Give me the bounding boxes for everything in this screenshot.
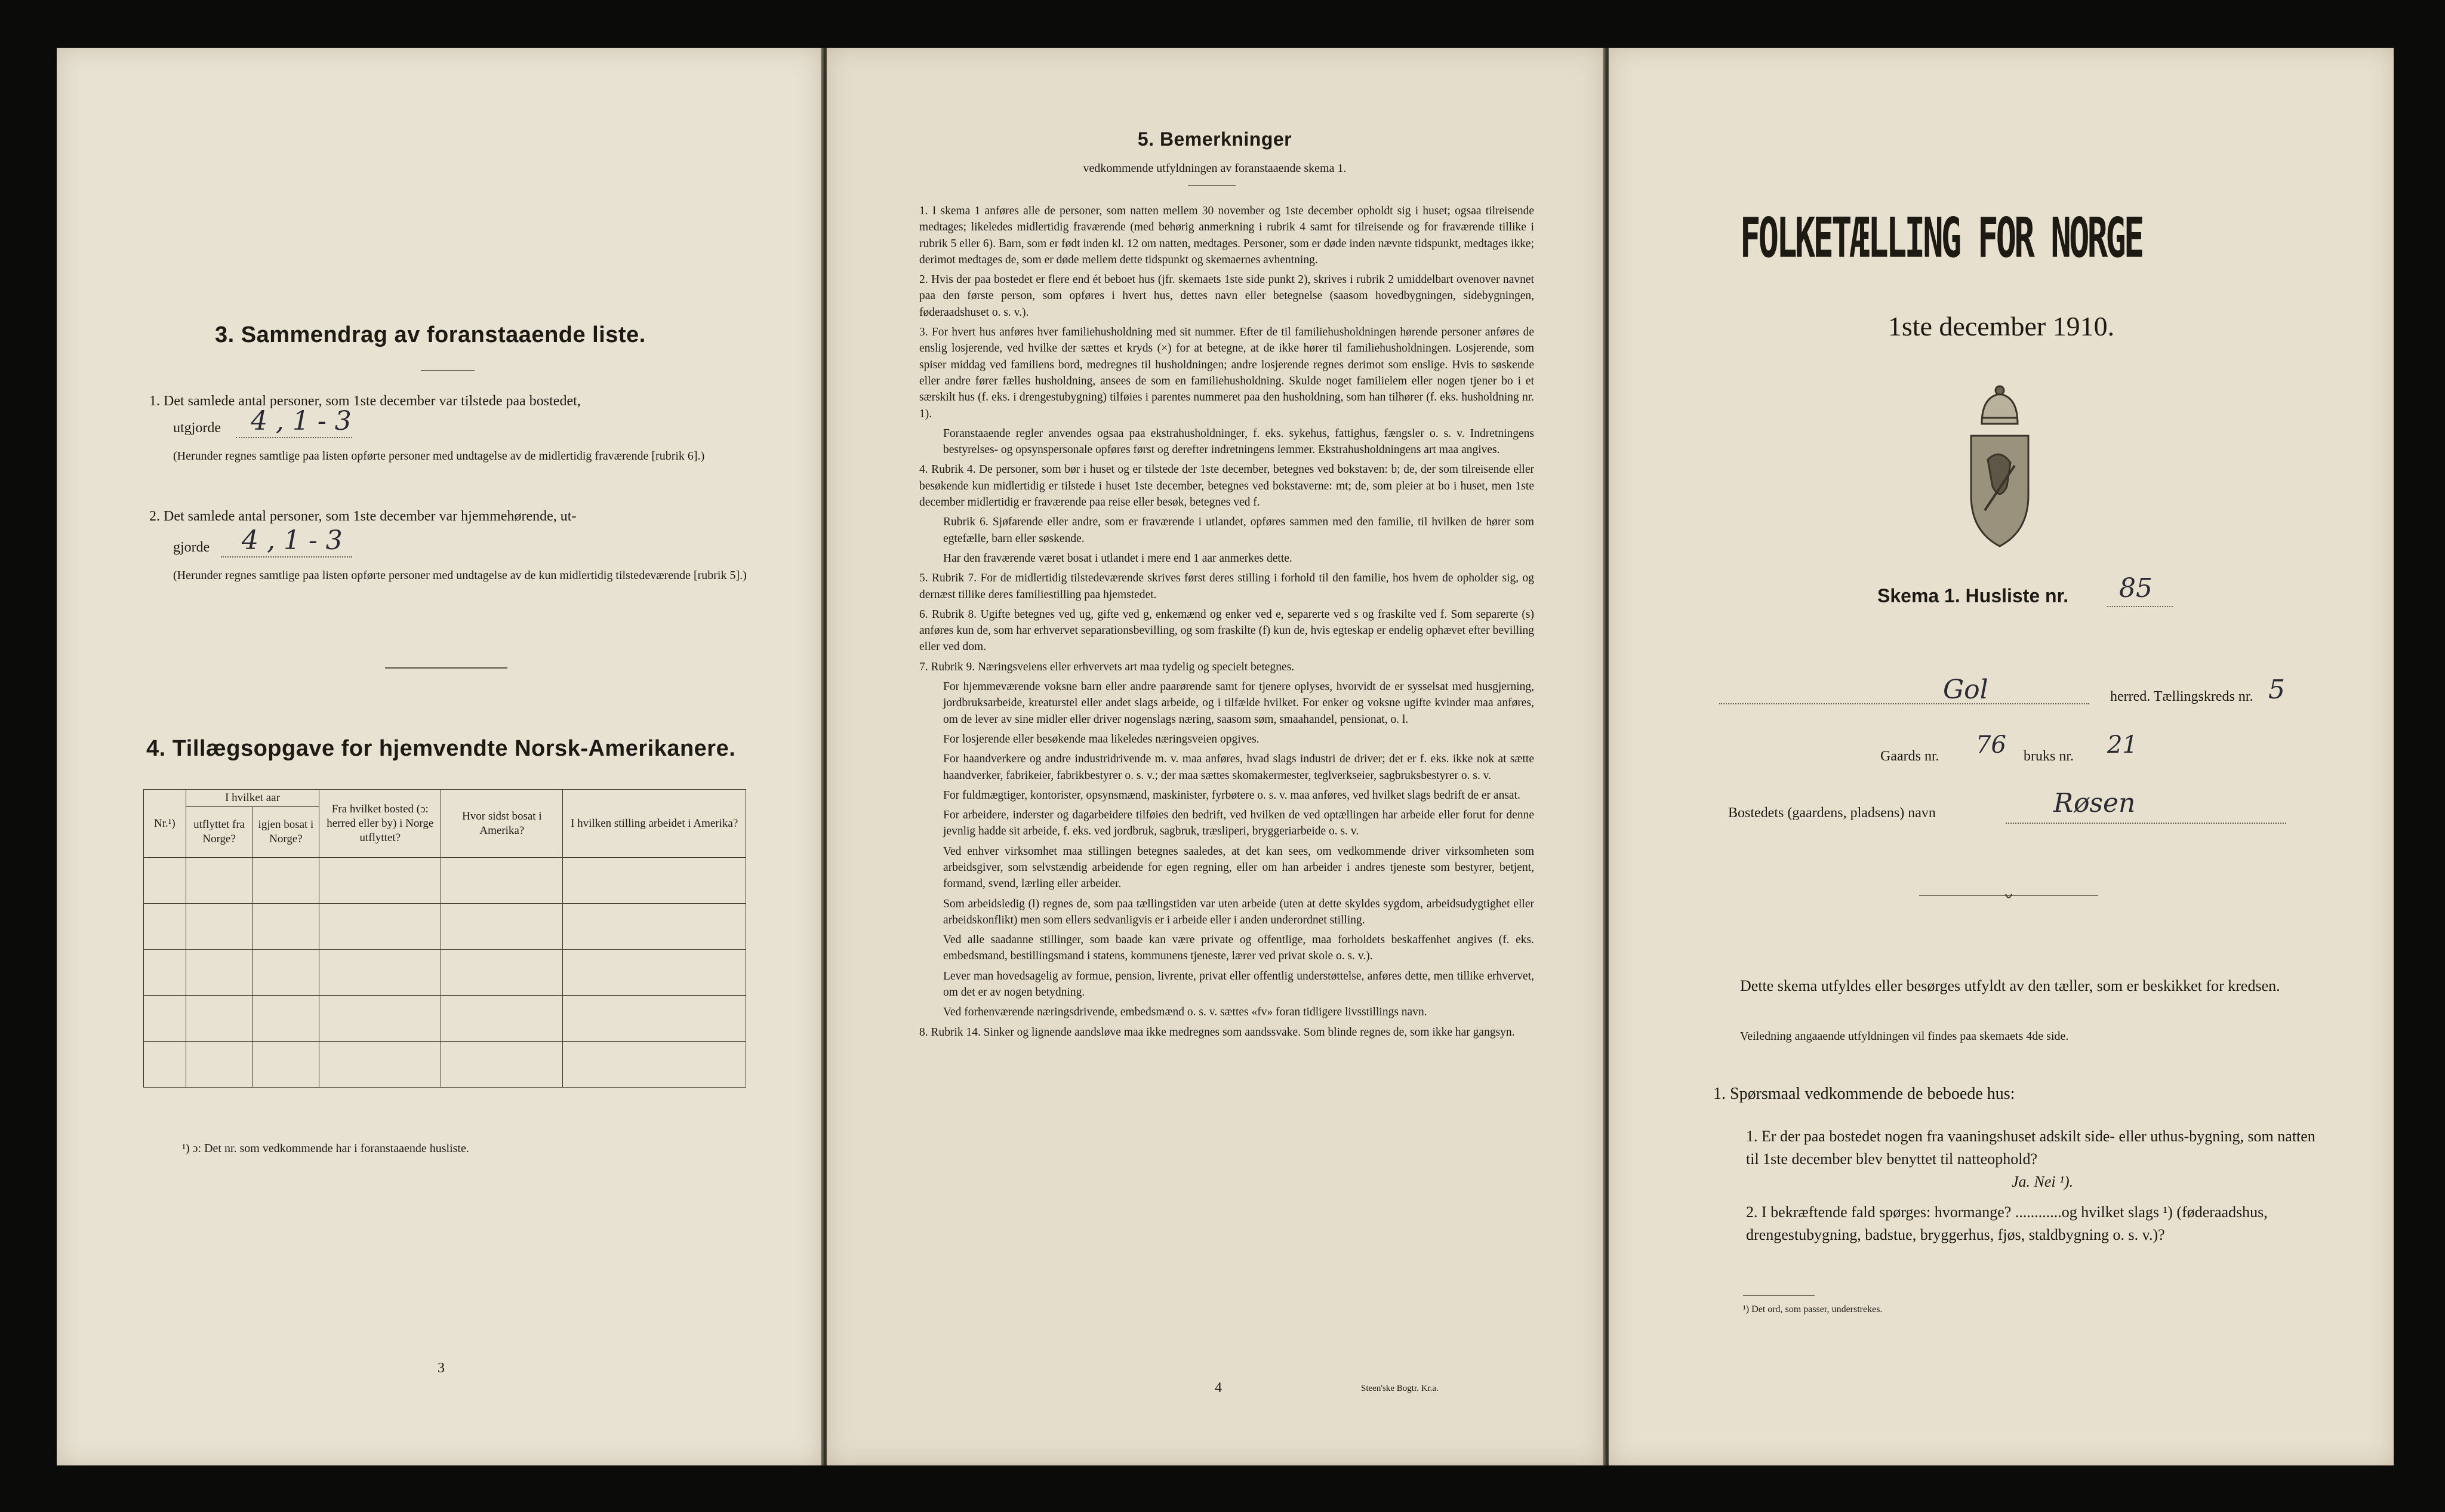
section-4-title: 4. Tillægsopgave for hjemvendte Norsk-Amerikanere. [146, 736, 736, 761]
question-1: 1. Er der paa bostedet nogen fra vaaningshuset adskilt side- eller uthus-bygning, som natten til 1ste december blev benyttet til natteophold? [1746, 1128, 2315, 1168]
col-header-nr: Nr.¹) [144, 790, 186, 858]
item2-dotline [221, 556, 352, 558]
col-header-fra-bosted: Fra hvilket bosted (ɔ: herred eller by) i Norge utflyttet? [319, 790, 441, 858]
bruks-label: bruks nr. [2024, 749, 2074, 764]
remark-paragraph: 5. Rubrik 7. For de midlertidig tilstedeværende skrives først deres stilling i forhold til den familie, hos hvem de opholder sig, og dernæst tillike deres familiestilling paa hjemstedet. [919, 572, 1534, 601]
item2-handwritten-value: 4 , 1 - 3 [242, 525, 343, 556]
item1-note: (Herunder regnes samtlige paa listen opførte personer med undtagelse av de midlertidig fraværende [rubrik 6].) [173, 449, 705, 463]
bosted-dotline [2006, 823, 2286, 824]
remark-paragraph: 4. Rubrik 4. De personer, som bør i huset og er tilstede der 1ste december, betegnes ved bokstaven: b; de, der som tilreisende eller besøkende kun midlertidig er tilstede i huset 1ste december, betegnes ved bokstaverne: mt; de, som pleier at bo i huset, men 1ste december midlertidig er fraværende paa reise eller besøk, betegnes ved f. [919, 463, 1534, 509]
remark-paragraph: 7. Rubrik 9. Næringsveiens eller erhvervets art maa tydelig og specielt betegnes. [919, 660, 1295, 673]
remark-paragraph: Ved enhver virksomhet maa stillingen betegnes saaledes, at det kan sees, om vedkommende driver virksomheten som arbeidsgiver, som selvstændig arbeidende for egen regning, eller om han arbeider i andres tjeneste som bestyrer, betjent, formand, svend, lærling eller arbeider. [943, 845, 1534, 891]
remark-paragraph: Har den fraværende været bosat i utlandet i mere end 1 aar anmerkes dette. [943, 552, 1292, 565]
kreds-value: 5 [2268, 675, 2285, 705]
remark-paragraph: 1. I skema 1 anføres alle de personer, som natten mellem 30 november og 1ste december opholdt sig i huset; ogsaa tilreisende medtages; likeledes midlertidig fraværende (med behørig anmerkning i rubrik 4 samt for tilreisende og for fraværende tillike i rubrik 5 eller 6). Barn, som er født inden kl. 12 om natten, medtages. Personer, som er døde inden nævnte tidspunkt, medtages ikke; derimot medtages de, som er døde mellem dette tidspunkt og skemaernes avhentning. [919, 205, 1534, 266]
page-number: 3 [438, 1360, 445, 1376]
section-3-title: 3. Sammendrag av foranstaaende liste. [215, 322, 646, 347]
intro-small: Veiledning angaaende utfyldningen vil findes paa skemaets 4de side. [1740, 1030, 2069, 1043]
remarks-body [919, 203, 1534, 1044]
item2-note: (Herunder regnes samtlige paa listen opførte personer med undtagelse av de kun midlertidig tilstedeværende [rubrik 5].) [173, 569, 747, 582]
printer-mark: Steen'ske Bogtr. Kr.a. [1361, 1384, 1439, 1393]
col-header-sidst: Hvor sidst bosat i Amerika? [441, 790, 563, 858]
item1-handwritten-value: 4 , 1 - 3 [251, 406, 352, 436]
norsk-amerikanere-table [143, 789, 746, 1088]
intro-text: Dette skema utfyldes eller besørges utfyldt av den tæller, som er beskikket for kredsen. [1740, 977, 2280, 994]
divider [421, 370, 475, 371]
remark-paragraph: For hjemmeværende voksne barn eller andre paarørende samt for tjenere oplyses, hvorvidt de er sysselsat med husgjerning, jordbruksarbeide, kreaturstel eller andet slags arbeide, og i tilfælde hvilket. For enker og voksne ugifte kvinder maa anføres, om de lever av sine midler eller driver nogenslags næring, saasom søm, smaahandel, pensionat, o. l. [943, 680, 1534, 726]
remark-paragraph: 3. For hvert hus anføres hver familiehusholdning med sit nummer. Efter de til familiehusholdningen hørende personer anføres de enslig losjerende, ved hvilke der sættes et kryds (×) for at betegne, at de ikke hører til familiehusholdningen. Losjerende, som spiser middag ved familiens bord, medregnes til husholdningen; andre losjerende regnes derimot som enslige. Hvis to søskende eller andre fører fælles husholdning, ansees de som en familiehusholdning. Skulde noget familielem eller nogen tjener bo i et særskilt hus (f. eks. i drengestubygning) tilføies i parentes nummeret paa den husholdning, som han tilhører (f. eks. husholdning nr. 1). [919, 326, 1534, 420]
table-row [144, 950, 746, 996]
remark-paragraph: 6. Rubrik 8. Ugifte betegnes ved ug, gifte ved g, enkemænd og enker ved e, separerte ved s og fraskilte ved f. Som separerte (s) anføres kun de, som har erhvervet separationsbevilling, og som fraskilte (f) kun de, hvis egteskap er endelig ophævet efter bevilling eller ved dom. [919, 608, 1534, 654]
item1-dotline [236, 437, 352, 438]
husliste-number: 85 [2119, 573, 2153, 603]
skema-label: Skema 1. Husliste nr. [1877, 585, 2069, 606]
table-row [144, 858, 746, 904]
right-footnote: ¹) Det ord, som passer, understrekes. [1743, 1304, 1883, 1314]
remark-paragraph: For fuldmægtiger, kontorister, opsynsmænd, maskinister, fyrbøtere o. s. v. maa anføres, ved hvilket slags bedrift de er ansat. [943, 789, 1520, 802]
remark-paragraph: Som arbeidsledig (l) regnes de, som paa tællingstiden var uten arbeide (uten at dette skyldes sygdom, arbeidsudygtighet eller arbeidskonflikt) men som ellers sedvanligvis er i arbeide eller i anden underordnet stilling. [943, 897, 1534, 926]
coat-of-arms-icon [1964, 382, 2036, 555]
table-row [144, 996, 746, 1042]
divider [385, 667, 507, 669]
remark-paragraph: Ved alle saadanne stillinger, som baade kan være private og offentlige, maa forholdets beskaffenhet angives (f. eks. embedsmand, bestillingsmand i statens, kommunens tjeneste, lærer ved privat skole o. s. v.). [943, 934, 1534, 963]
bosted-label: Bostedets (gaardens, pladsens) navn [1728, 805, 1936, 821]
remark-paragraph: For arbeidere, inderster og dagarbeidere tilføies den bedrift, ved hvilken de ved optællingen har arbeide eller forut for denne jevnlig hadde sit arbeide, f. eks. ved jordbruk, sagbruk, træsliperi, bryggeriarbeide o. s. v. [943, 809, 1534, 838]
item1-utgjorde-label: utgjorde [173, 420, 221, 436]
col-header-year-group: I hvilket aar [186, 790, 319, 807]
gaards-value: 76 [1976, 731, 2006, 759]
table-footnote: ¹) ɔ: Det nr. som vedkommende har i foranstaaende husliste. [182, 1142, 469, 1155]
gaards-label: Gaards nr. [1880, 749, 1939, 764]
census-title: FOLKETÆLLING FOR NORGE [1740, 206, 2142, 270]
col-header-igjen: igjen bosat i Norge? [252, 807, 319, 858]
remarks-title: 5. Bemerkninger [1137, 128, 1292, 150]
item1-text: 1. Det samlede antal personer, som 1ste december var tilstede paa bostedet, [149, 393, 581, 409]
remark-paragraph: 2. Hvis der paa bostedet er flere end ét beboet hus (jfr. skemaets 1ste side punkt 2), skrives i rubrik 2 umiddelbart ovenover navnet paa den første person, som opføres i hvert hus, dettes navn eller betegnelse (saasom hovedbygningen, sidebygningen, føderaadshuset o. s. v.). [919, 273, 1534, 319]
herred-label: herred. Tællingskreds nr. [2110, 689, 2253, 704]
remarks-subtitle: vedkommende utfyldningen av foranstaaende skema 1. [1083, 162, 1347, 175]
remark-paragraph: Ved forhenværende næringsdrivende, embedsmænd o. s. v. sættes «fv» foran tidligere livsstillings navn. [943, 1006, 1427, 1019]
remark-paragraph: Foranstaaende regler anvendes ogsaa paa ekstrahusholdninger, f. eks. sykehus, fattighus, fængsler o. s. v. Indretningens bestyrelses- og opsynspersonale opføres først og derefter indretningens lemmer. Ekstrahusholdningens art maa angives. [943, 427, 1534, 457]
remark-paragraph: Rubrik 6. Sjøfarende eller andre, som er fraværende i utlandet, opføres sammen med den familie, til hvilken de hører som egtefælle, barn eller søskende. [943, 516, 1534, 545]
question-1-answer: Ja. Nei ¹). [2012, 1173, 2074, 1190]
ornament-divider [1919, 891, 2098, 903]
census-date: 1ste december 1910. [1887, 311, 2115, 341]
question-section-title: 1. Spørsmaal vedkommende de beboede hus: [1713, 1085, 2015, 1103]
item2-utgjorde-label: gjorde [173, 540, 210, 555]
remark-paragraph: Lever man hovedsagelig av formue, pension, livrente, privat eller offentlig understøttelse, anføres dette, men tillike erhvervet, om det er av nogen betydning. [943, 969, 1534, 999]
husliste-dotline [2107, 606, 2173, 607]
col-header-stilling: I hvilken stilling arbeidet i Amerika? [563, 790, 746, 858]
table-row [144, 1042, 746, 1088]
bruks-value: 21 [2107, 731, 2138, 759]
remark-paragraph: 8. Rubrik 14. Sinker og lignende aandsløve maa ikke medregnes som aandssvake. Som blinde regnes de, som ikke har gangsyn. [919, 1026, 1515, 1039]
herred-dotline [1719, 703, 2089, 704]
herred-value: Gol [1943, 675, 1988, 705]
bosted-value: Røsen [2053, 788, 2136, 818]
divider [1743, 1295, 1815, 1296]
page-number: 4 [1215, 1380, 1222, 1396]
table-row [144, 904, 746, 950]
remark-paragraph: For losjerende eller besøkende maa likeledes næringsveien opgives. [943, 732, 1260, 746]
divider [1188, 185, 1236, 186]
remark-paragraph: For haandverkere og andre industridrivende m. v. maa anføres, hvad slags industri de driver; det er f. eks. ikke nok at sætte haandverker, fabrikeier, fabrikbestyrer o. s. v.; der maa sættes skomakermester, teglverkseier, sagbruksbestyrer o. s. v. [943, 753, 1534, 782]
col-header-utflyttet: utflyttet fra Norge? [186, 807, 252, 858]
item2-text: 2. Det samlede antal personer, som 1ste december var hjemmehørende, ut- [149, 509, 577, 524]
question-2: 2. I bekræftende fald spørges: hvormange? ............og hvilket slags ¹) (føderaadshus, drengestubygning, badstue, bryggerhus, fjøs, staldbygning o. s. v.)? [1746, 1203, 2268, 1243]
